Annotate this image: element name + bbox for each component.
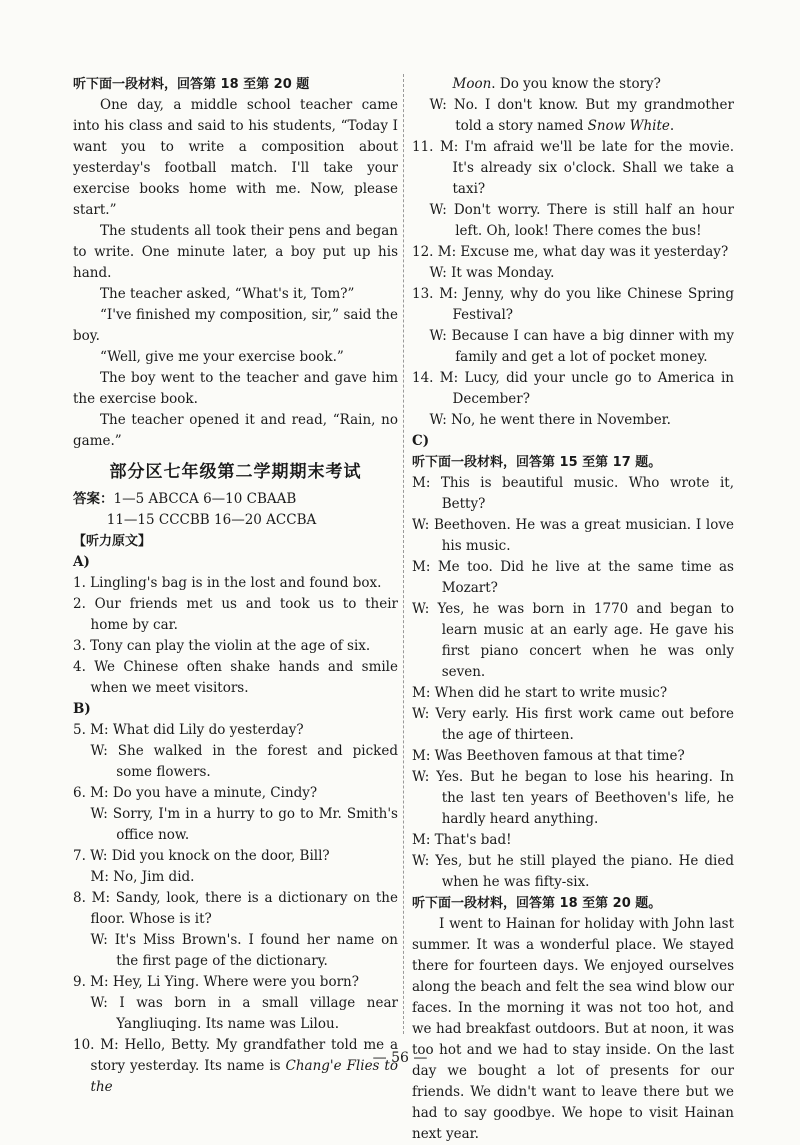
story-paragraph: “Well, give me your exercise book.” [100, 349, 344, 365]
story-title: Snow White [587, 118, 670, 134]
dialogue-line: 6. M: Do you have a minute, Cindy? [73, 785, 318, 801]
answer-values-2: 11—15 CCCBB 16—20 ACCBA [106, 512, 317, 528]
list-item: 1. Lingling's bag is in the lost and found box. [73, 575, 382, 591]
q10-text: 10. M: Hello, Betty. My grandfather told me a story yesterday. Its name is [73, 1037, 398, 1074]
dialogue-line: 12. M: Excuse me, what day was it yesterday? [412, 244, 729, 260]
dialogue-line: W: Yes, but he still played the piano. He died when he was fifty-six. [412, 853, 734, 890]
part-b-label: B) [73, 701, 91, 717]
dialogue-line: 7. W: Did you knock on the door, Bill? [73, 848, 330, 864]
dialogue-line [412, 74, 734, 95]
dialogue-line [412, 95, 734, 137]
dialogue-line: W: Because I can have a big dinner with my family and get a lot of pocket money. [429, 328, 734, 365]
dialogue-line: 5. M: What did Lily do yesterday? [73, 722, 304, 738]
dialogue-line: W: Don't worry. There is still half an hour left. Oh, look! There comes the bus! [429, 202, 734, 239]
part-a-label: A) [73, 554, 90, 570]
answer-label: 答案： [73, 491, 114, 507]
exam-title: 部分区七年级第二学期期末考试 [109, 462, 362, 482]
story-paragraph: One day, a middle school teacher came into his class and said to his students, “Today I want you to write a composition about yesterday's football match. I'll take your exercise books home with me. Now, please start.” [73, 97, 398, 218]
dialogue-line: W: She walked in the forest and picked some flowers. [90, 743, 398, 780]
section-heading: 听下面一段材料，回答第 15 至第 17 题。 [412, 455, 662, 470]
dialogue-line: W: It was Monday. [429, 265, 555, 281]
q10w-text: W: No. I don't know. But my grandmother told a story named [429, 97, 734, 134]
list-item: 2. Our friends met us and took us to their home by car. [73, 596, 398, 633]
answer-line [73, 489, 398, 510]
column-divider [403, 74, 404, 1034]
story-paragraph: The students all took their pens and began to write. One minute later, a boy put up his hand. [73, 223, 398, 281]
answer-values-1: 1—5 ABCCA 6—10 CBAAB [113, 491, 297, 507]
dialogue-line: W: Sorry, I'm in a hurry to go to Mr. Smith's office now. [90, 806, 398, 843]
transcript-label: 【听力原文】 [73, 534, 152, 549]
dialogue-line: W: Very early. His first work came out before the age of thirteen. [412, 706, 734, 743]
dialogue-line: M: Was Beethoven famous at that time? [412, 748, 685, 764]
page-number: — 56 — [372, 1050, 428, 1066]
dialogue-line: 13. M: Jenny, why do you like Chinese Spring Festival? [412, 286, 734, 323]
story-paragraph: The teacher asked, “What's it, Tom?” [100, 286, 355, 302]
dialogue-line: W: No, he went there in November. [429, 412, 671, 428]
dialogue-line: M: No, Jim did. [90, 869, 195, 885]
part-c-label: C) [412, 433, 430, 449]
story-title: Chang'e Flies to the [90, 1058, 398, 1095]
dialogue-line: 11. M: I'm afraid we'll be late for the movie. It's already six o'clock. Shall we take a taxi? [412, 139, 734, 197]
q10-text: . Do you know the story? [491, 76, 661, 92]
dialogue-line: 14. M: Lucy, did your uncle go to America in December? [412, 370, 734, 407]
dialogue-line: M: This is beautiful music. Who wrote it, Betty? [412, 475, 734, 512]
dialogue-line: 9. M: Hey, Li Ying. Where were you born? [73, 974, 359, 990]
left-column [73, 74, 398, 1098]
passage: I went to Hainan for holiday with John last summer. It was a wonderful place. We stayed there for fourteen days. We enjoyed ourselves along the beach and felt the sea wind blow our faces. In the morning it was not too hot, and we had breakfast outdoors. But at noon, it was too hot and we had to stay inside. On the last day we bought a lot of presents for our friends. We didn't want to leave there but we had to say goodbye. We hope to visit Hainan next year. [412, 916, 734, 1142]
story-title: Moon [452, 76, 492, 92]
dialogue-line: W: It's Miss Brown's. I found her name on the first page of the dictionary. [90, 932, 398, 969]
list-item: 4. We Chinese often shake hands and smile when we meet visitors. [73, 659, 398, 696]
section-heading: 听下面一段材料，回答第 18 至第 20 题 [73, 77, 310, 92]
dialogue-line: 8. M: Sandy, look, there is a dictionary on the floor. Whose is it? [73, 890, 398, 927]
story-paragraph: The teacher opened it and read, “Rain, no game.” [73, 412, 398, 449]
dialogue-line: W: I was born in a small village near Yangliuqing. Its name was Lilou. [90, 995, 398, 1032]
list-item: 3. Tony can play the violin at the age of six. [73, 638, 371, 654]
dialogue-line: M: When did he start to write music? [412, 685, 668, 701]
story-paragraph: The boy went to the teacher and gave him the exercise book. [73, 370, 398, 407]
dialogue-line [73, 1035, 398, 1098]
dialogue-line: W: Yes, he was born in 1770 and began to learn music at an early age. He gave his first piano concert when he was only seven. [412, 601, 734, 680]
dialogue-line: W: Yes. But he began to lose his hearing. In the last ten years of Beethoven's life, he hardly heard anything. [412, 769, 734, 827]
right-column [412, 74, 734, 1145]
dialogue-line: M: That's bad! [412, 832, 512, 848]
story-paragraph: “I've finished my composition, sir,” said the boy. [73, 307, 398, 344]
dialogue-line: M: Me too. Did he live at the same time as Mozart? [412, 559, 734, 596]
dialogue-line: W: Beethoven. He was a great musician. I love his music. [412, 517, 734, 554]
q10w-end: . [669, 118, 675, 134]
section-heading: 听下面一段材料，回答第 18 至第 20 题。 [412, 896, 662, 911]
